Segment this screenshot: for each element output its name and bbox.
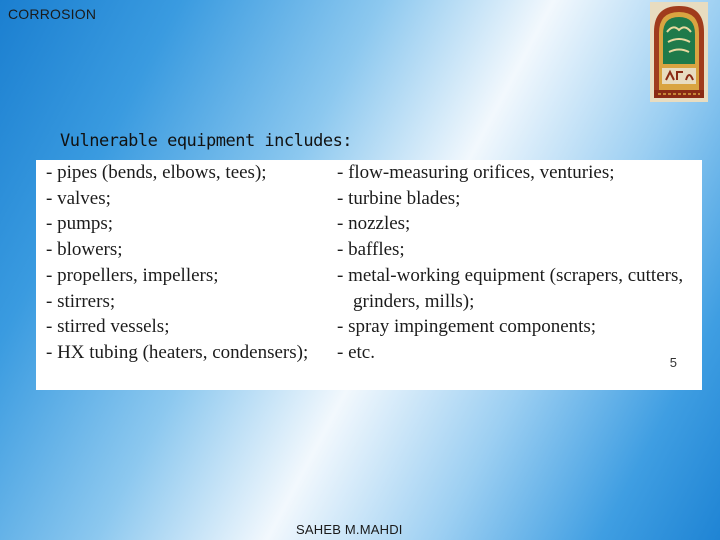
list-item: - nozzles; (337, 211, 697, 237)
slide-heading: Vulnerable equipment includes: (60, 131, 353, 151)
list-item: - blowers; (46, 237, 336, 263)
slide-header-title: CORROSION (8, 6, 97, 22)
list-item: - pipes (bends, elbows, tees); (46, 160, 336, 186)
list-item: - etc. (337, 340, 697, 366)
list-item: - valves; (46, 186, 336, 212)
list-item: - metal-working equipment (scrapers, cutters, grinders, mills); (337, 263, 697, 314)
list-item: - pumps; (46, 211, 336, 237)
list-item: - spray impingement components; (337, 314, 697, 340)
list-item: - turbine blades; (337, 186, 697, 212)
list-item: - propellers, impellers; (46, 263, 336, 289)
list-item: - flow-measuring orifices, venturies; (337, 160, 697, 186)
list-item: - stirrers; (46, 289, 336, 315)
university-crest-icon (650, 2, 708, 102)
list-item: - baffles; (337, 237, 697, 263)
list-item: - stirred vessels; (46, 314, 336, 340)
equipment-list-left (46, 160, 336, 366)
page-number: 5 (669, 355, 677, 370)
footer-author: SAHEB M.MAHDI (296, 522, 403, 537)
list-item: - HX tubing (heaters, condensers); (46, 340, 336, 366)
content-panel (36, 160, 702, 390)
equipment-list-right (337, 160, 697, 366)
